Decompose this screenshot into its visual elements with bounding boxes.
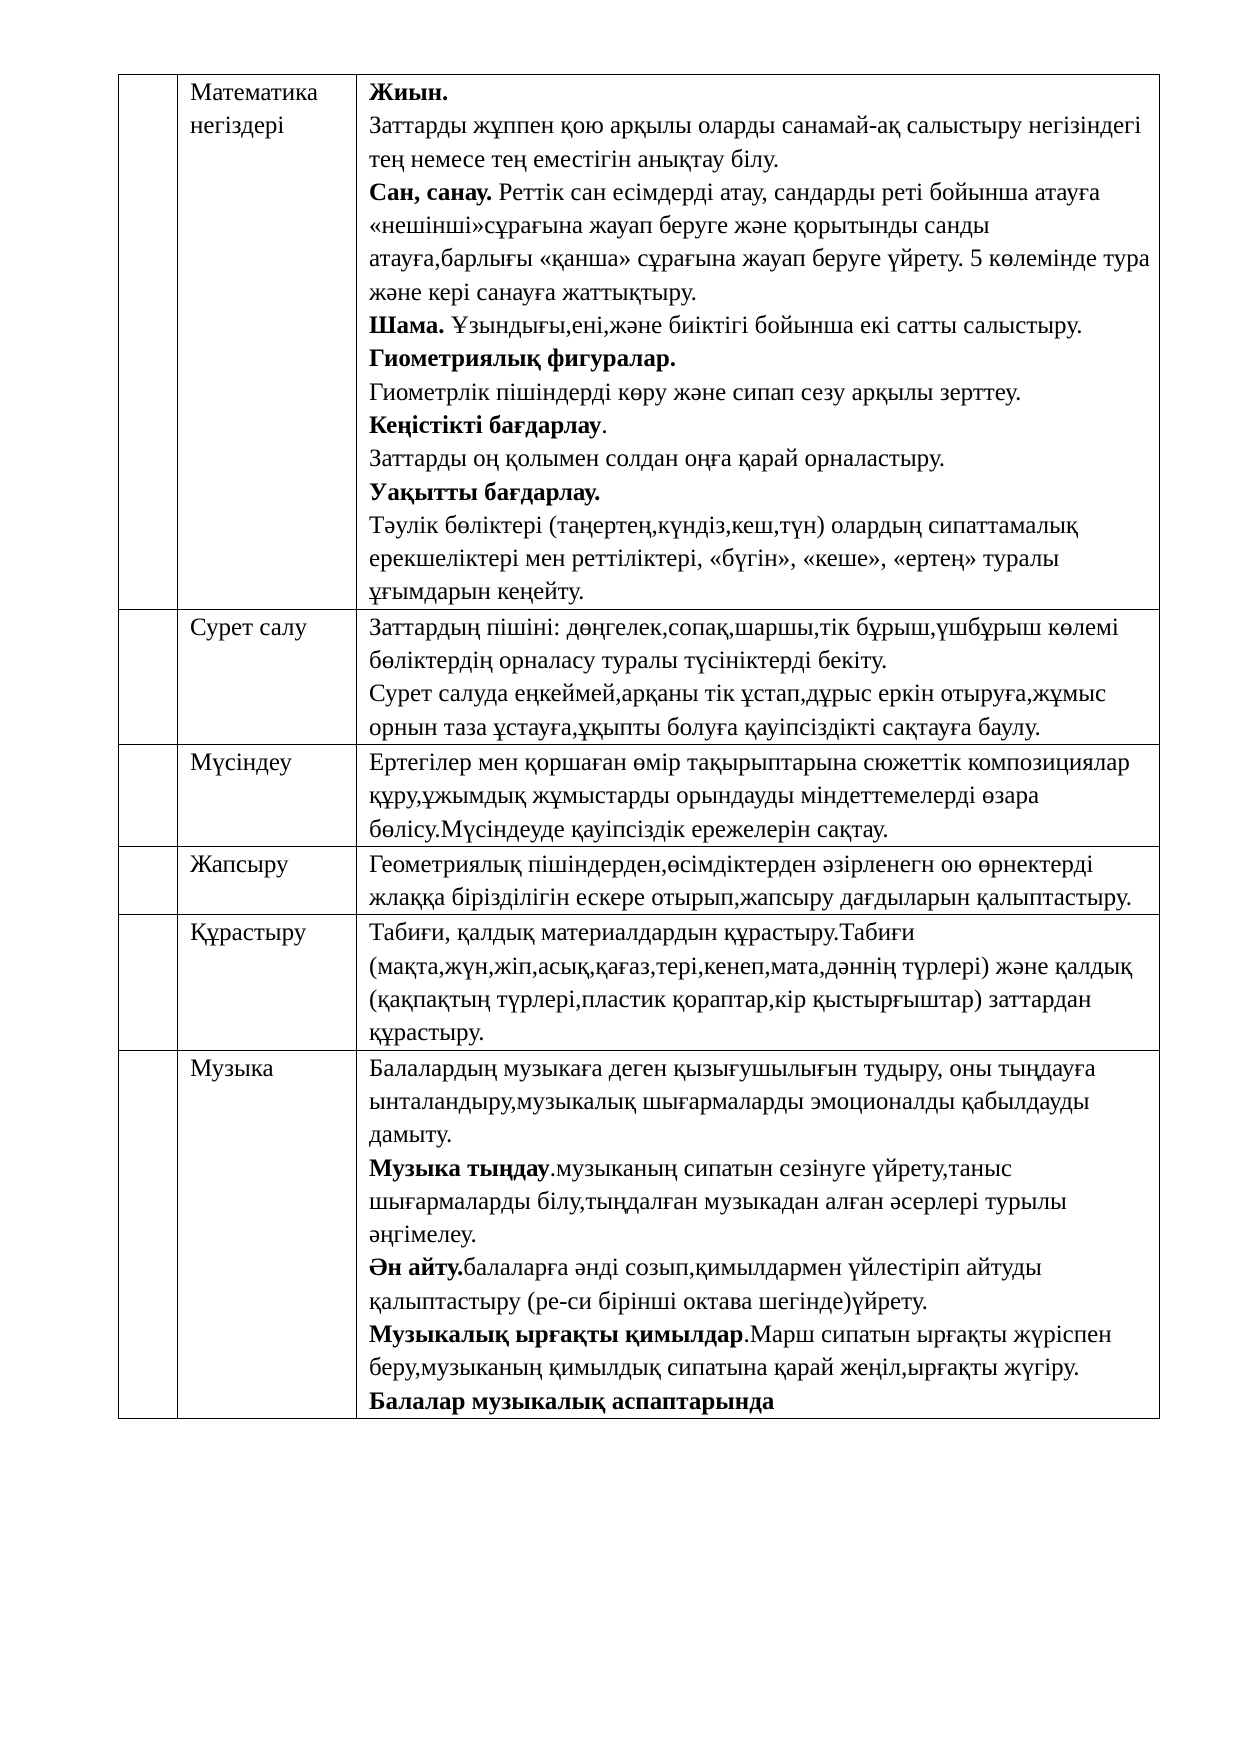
content-paragraph <box>369 176 1151 309</box>
content-cell <box>357 744 1160 846</box>
bold-heading-text: Балалар музыкалық аспаптарында <box>369 1387 775 1415</box>
content-paragraph <box>369 746 1151 846</box>
body-text: Геометриялық пішіндерден,өсімдіктерден әзірленегн ою өрнектерді жлаққа бірізділігін ескере отырып,жапсыру дағдыларын қалыптастыру. <box>369 850 1133 912</box>
content-paragraph <box>369 1251 1151 1318</box>
empty-cell <box>119 744 178 846</box>
subject-cell: Музыка <box>178 1050 357 1418</box>
content-paragraph <box>369 109 1151 176</box>
body-text: .музыканың сипатын сезінуге үйрету,таныс шығармаларды білу,тыңдалған музыкадан алған әсерлері турылы әңгімелеу. <box>369 1154 1067 1249</box>
content-paragraph <box>369 848 1151 915</box>
bold-heading-text: Уақытты бағдарлау. <box>369 478 601 506</box>
content-paragraph <box>369 611 1151 678</box>
body-text: Балалардың музыкаға деген қызығушылығын тудыру, оны тыңдауға ынталандыру,музыкалық шығармаларды эмоционалды қабылдауды дамыту. <box>369 1054 1096 1149</box>
bold-heading-text: Шама. <box>369 312 445 340</box>
empty-cell <box>119 1050 178 1418</box>
content-paragraph <box>369 442 1151 475</box>
body-text: балаларға әнді созып,қимылдармен үйлестіріп айтуды қалыптастыру (ре-си бірінші октава шегінде)үйрету. <box>369 1254 1042 1315</box>
content-paragraph <box>369 309 1151 342</box>
subject-cell: Жапсыру <box>178 846 357 915</box>
content-cell <box>357 609 1160 744</box>
empty-cell <box>119 846 178 915</box>
empty-cell <box>119 75 178 610</box>
body-text: Заттарды оң қолымен солдан оңға қарай орналастыру. <box>369 445 946 473</box>
content-paragraph <box>369 376 1151 409</box>
body-text: Заттардың пішіні: дөңгелек,сопақ,шаршы,тік бұрыш,үшбұрыш көлемі бөліктердің орналасу туралы түсініктерді бекіту. <box>369 613 1119 675</box>
empty-cell <box>119 915 178 1050</box>
subject-cell: Мүсіндеу <box>178 744 357 846</box>
bold-heading-text: Ән айту. <box>369 1254 464 1282</box>
subject-cell: Математика негіздері <box>178 75 357 610</box>
content-cell <box>357 1050 1160 1418</box>
content-paragraph <box>369 509 1151 609</box>
bold-heading-text: Музыкалық ырғақты қимылдар <box>369 1320 744 1348</box>
table-row <box>119 75 1160 610</box>
empty-cell <box>119 609 178 744</box>
content-paragraph <box>369 342 1151 375</box>
body-text: Реттік сан есімдерді атау, сандарды реті бойынша атауға «нешінші»сұрағына жауап беруге және қорытынды санды атауға,барлығы «қанша» сұрағына жауап беруге үйрету. 5 көлемінде тура және кері санауға жаттықтыру. <box>369 178 1150 306</box>
body-text: Тәулік бөліктері (таңертең,күндіз,кеш,түн) олардың сипаттамалық ерекшеліктері мен реттіліктері, «бүгін», «кеше», «ертең» туралы ұғымдарын кеңейту. <box>369 511 1079 606</box>
content-paragraph <box>369 1152 1151 1252</box>
content-paragraph <box>369 1052 1151 1152</box>
table-row <box>119 609 1160 744</box>
content-cell <box>357 75 1160 610</box>
curriculum-table-body <box>119 75 1160 1419</box>
body-text: . <box>601 411 608 439</box>
content-paragraph <box>369 1385 1151 1418</box>
bold-heading-text: Сан, санау. <box>369 178 493 206</box>
table-row <box>119 744 1160 846</box>
curriculum-table <box>118 74 1160 1419</box>
bold-heading-text: Гиометриялық фигуралар. <box>369 345 676 373</box>
content-paragraph <box>369 76 1151 109</box>
bold-heading-text: Жиын. <box>369 79 449 106</box>
body-text: .Марш сипатын ырғақты жүріспен беру,музыканың қимылдық сипатына қарай жеңіл,ырғақты жүгіру. <box>369 1320 1112 1382</box>
table-row <box>119 915 1160 1050</box>
body-text: Гиометрлік пішіндерді көру және сипап сезу арқылы зерттеу. <box>369 378 1022 406</box>
subject-cell: Сурет салу <box>178 609 357 744</box>
bold-heading-text: Кеңістікті бағдарлау <box>369 411 602 439</box>
body-text: Сурет салуда еңкеймей,арқаны тік ұстап,дұрыс еркін отыруға,жұмыс орнын таза ұстауға,ұқыпты болуға қауіпсіздікті сақтауға баулу. <box>369 680 1107 741</box>
body-text: Табиғи, қалдық материалдардын құрастыру.Табиғи (мақта,жүн,жіп,асық,қағаз,тері,кенеп,мата,дәннің түрлері) және қалдық (қақпақтың түрлері,пластик қораптар,кір қыстырғыштар) заттардан құрастыру. <box>369 919 1133 1047</box>
bold-heading-text: Музыка тыңдау <box>369 1154 550 1182</box>
content-paragraph <box>369 476 1151 509</box>
body-text: Ертегілер мен қоршаған өмір тақырыптарына сюжеттік композициялар құру,ұжымдық жұмыстарды орындауды міндеттемелерді өзара бөлісу.Мүсіндеуде қауіпсіздік ережелерін сақтау. <box>369 748 1130 843</box>
table-row <box>119 1050 1160 1418</box>
content-paragraph <box>369 677 1151 744</box>
content-paragraph <box>369 916 1151 1049</box>
table-row <box>119 846 1160 915</box>
content-cell <box>357 915 1160 1050</box>
content-paragraph <box>369 1318 1151 1385</box>
content-cell <box>357 846 1160 915</box>
content-paragraph <box>369 409 1151 442</box>
body-text: Ұзындығы,ені,және биіктігі бойынша екі сатты салыстыру. <box>444 312 1083 340</box>
subject-cell: Құрастыру <box>178 915 357 1050</box>
body-text: Заттарды жұппен қою арқылы оларды санамай-ақ салыстыру негізіндегі тең немесе тең еместігін анықтау білу. <box>369 112 1142 173</box>
